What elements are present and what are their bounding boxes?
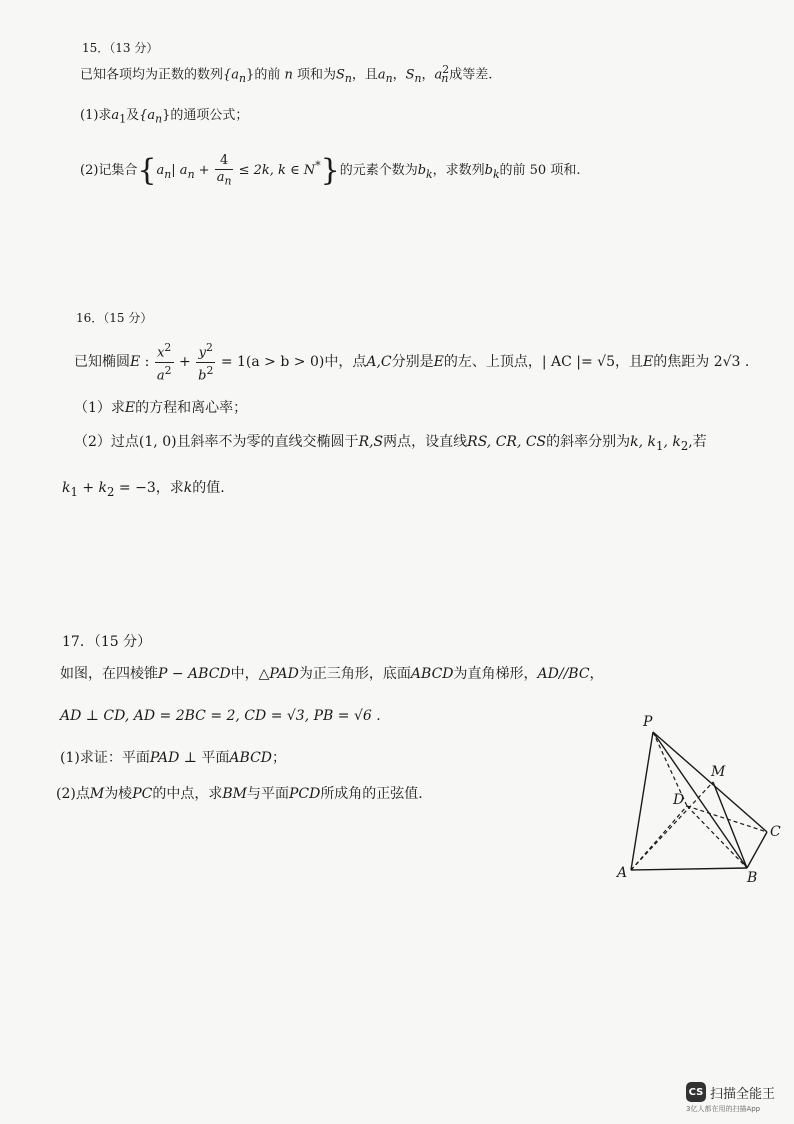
pyramid-diagram (615, 710, 785, 885)
q17-part1: (1)求证：平面PAD ⊥ 平面ABCD； (60, 750, 287, 766)
label-B: B (747, 870, 758, 885)
q16-stem: 已知椭圆E : $\frac{x^2}{a^2}$ + $\frac{y^2}{b^2}$ = 1(a > b > 0)中，点A,C分别是E的左、上顶点，| AC |= √5，且E的焦距为 2√3 . (74, 341, 750, 383)
edge-PB (653, 732, 747, 868)
scanner-tagline: 3亿人都在用的扫描App (686, 1105, 761, 1113)
label-C: C (770, 824, 781, 840)
q16-part1: （1）求E的方程和离心率； (74, 400, 248, 416)
q15-part2: (2)记集合{$a_n|$ $a_n$ + $\frac{4}{a_n}$ ≤ 2k, k ∈ N*}的元素个数为$b_k$，求数列$b_k$的前 50 项和. (80, 152, 581, 188)
q17-part2: (2)点M为棱PC的中点，求BM与平面PCD所成角的正弦值. (56, 786, 423, 802)
edge-PC (653, 732, 767, 832)
q17-stem-line2: AD ⊥ CD, AD = 2BC = 2, CD = √3, PB = √6 . (60, 708, 381, 724)
q15-part1: (1)求$a_1$及$\{a_n\}$的通项公式； (80, 108, 249, 126)
q16-header: 16．（15 分） (76, 311, 153, 325)
edge-PA (631, 732, 653, 870)
q15-stem: 已知各项均为正数的数列$\{a_n\}$的前 n 项和为$S_n$，且$a_n$，$S_n$，$a_n^2$成等差. (80, 63, 493, 85)
label-P: P (643, 714, 653, 730)
label-M: M (711, 764, 726, 780)
q16-part2-cont: $k_1 + k_2 = -3$，求k的值. (62, 480, 225, 499)
scanner-logo (686, 1082, 775, 1102)
edge-AB (631, 868, 747, 870)
q15-header: 15．（13 分） (82, 41, 159, 55)
edge-BC (747, 832, 767, 868)
label-A: A (617, 865, 628, 881)
q17-header: 17．（15 分） (62, 634, 152, 650)
q16-part2: （2）过点(1, 0)且斜率不为零的直线交椭圆于R,S两点，设直线RS, CR, CS的斜率分别为k, $k_1$, $k_2$,若 (74, 434, 707, 453)
cs-logo-icon: CS (686, 1082, 706, 1102)
label-D: D (673, 792, 685, 808)
q17-stem-line1: 如图，在四棱锥P − ABCD中，△PAD为正三角形，底面ABCD为直角梯形，AD//BC， (60, 666, 604, 682)
scanner-name: 扫描全能王 (710, 1086, 776, 1102)
